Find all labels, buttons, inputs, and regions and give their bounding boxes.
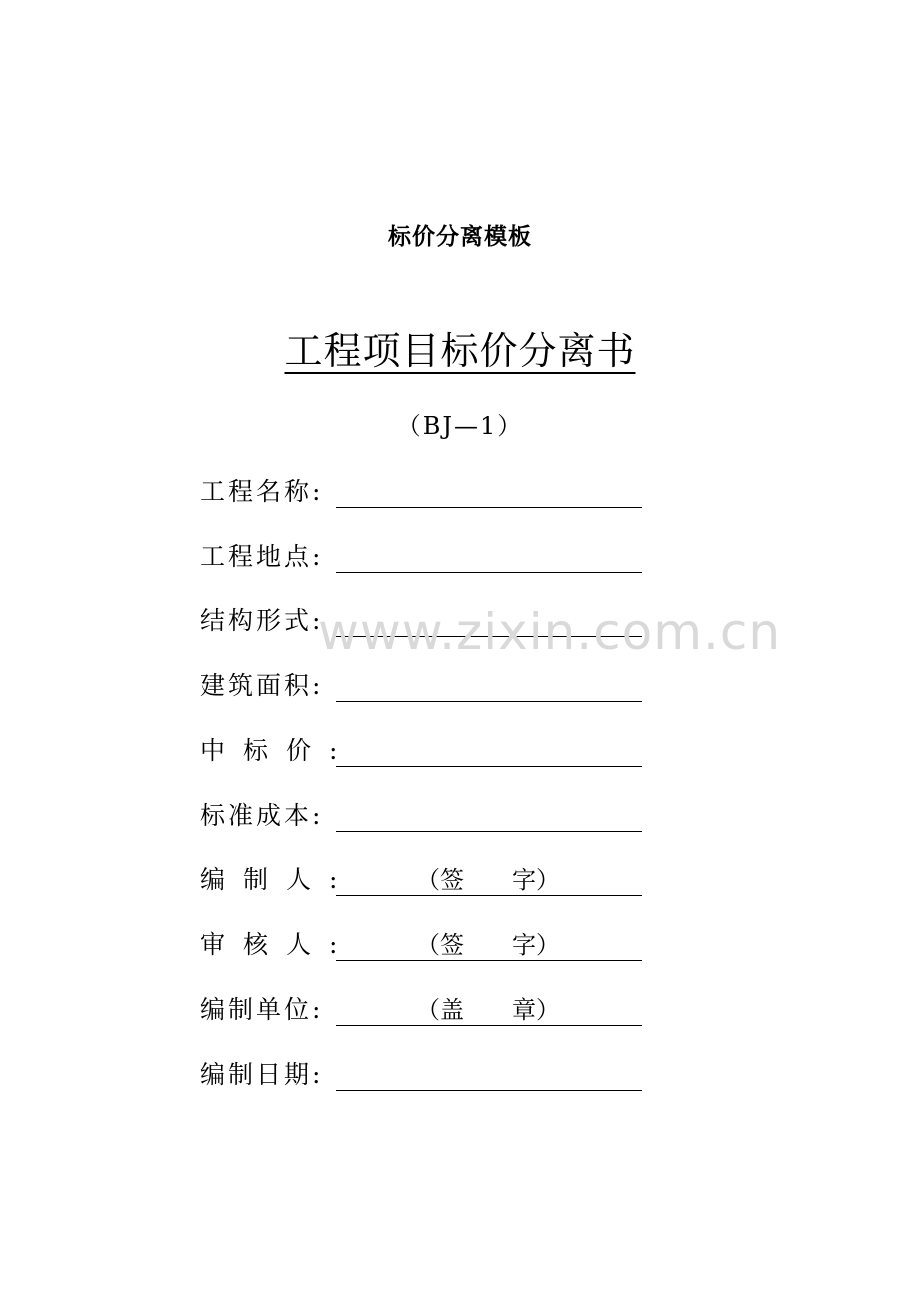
field-label: 工程地点:: [200, 542, 324, 571]
seal-note: [416, 990, 560, 1030]
document-header: 标价分离模板: [388, 223, 532, 250]
field-compiler: [200, 860, 660, 900]
signature-note: [416, 860, 560, 900]
field-standard-cost: [200, 796, 660, 836]
fill-line[interactable]: [336, 636, 642, 637]
field-project-name: [200, 472, 660, 512]
field-label: 编制人:: [200, 865, 356, 894]
field-project-location: [200, 537, 660, 577]
note-open: （签: [416, 866, 464, 894]
field-bid-price: [200, 731, 660, 771]
field-building-area: [200, 666, 660, 706]
watermark: www.zixin.com.cn: [318, 603, 782, 661]
field-label: 中标价:: [200, 736, 356, 765]
signature-note: [416, 925, 560, 965]
field-reviewer: [200, 925, 660, 965]
fill-line[interactable]: [336, 572, 642, 573]
document-title: 工程项目标价分离书: [284, 329, 636, 373]
document-code: （BJ—1）: [396, 412, 524, 440]
field-label: 建筑面积:: [200, 671, 324, 700]
field-compiling-unit: [200, 990, 660, 1030]
field-structure-type: [200, 601, 660, 641]
fill-line[interactable]: [336, 507, 642, 508]
note-open: （签: [416, 931, 464, 959]
note-close: 字）: [512, 866, 560, 894]
note-open: （盖: [416, 996, 464, 1024]
fill-line[interactable]: [336, 701, 642, 702]
fill-line[interactable]: [336, 831, 642, 832]
field-label: 工程名称:: [200, 477, 324, 506]
field-label: 编制日期:: [200, 1060, 324, 1089]
field-label: 编制单位:: [200, 995, 324, 1024]
fill-line[interactable]: [336, 1090, 642, 1091]
field-compiling-date: [200, 1055, 660, 1095]
note-close: 章）: [512, 996, 560, 1024]
note-close: 字）: [512, 931, 560, 959]
field-label: 审核人:: [200, 930, 356, 959]
field-label: 标准成本:: [200, 801, 324, 830]
fill-line[interactable]: [336, 766, 642, 767]
document-title-wrap: [0, 320, 920, 375]
field-label: 结构形式:: [200, 606, 324, 635]
